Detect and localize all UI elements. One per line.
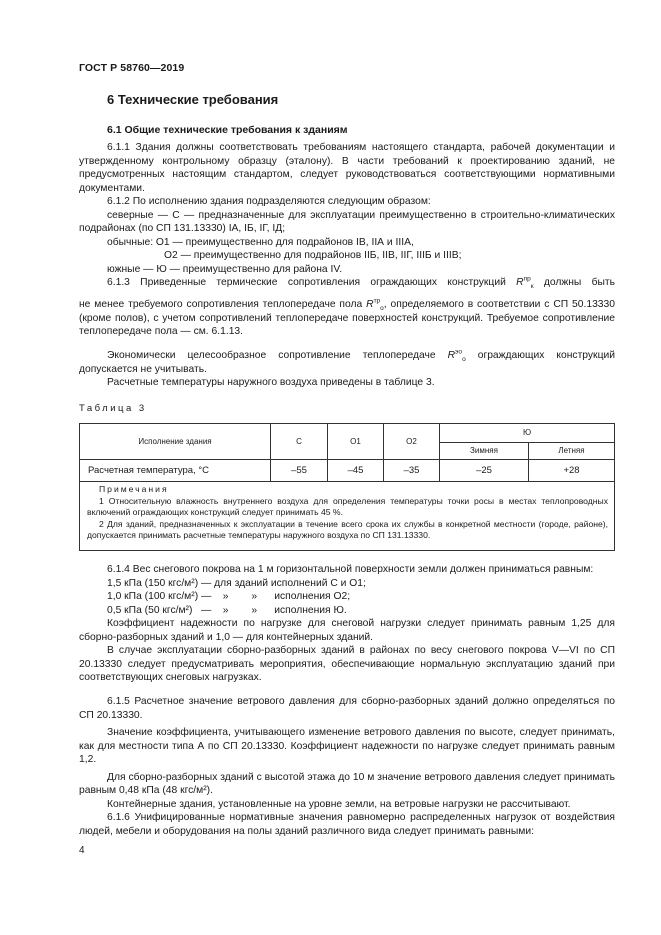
paragraph-6-1-6: 6.1.6 Унифицированные нормативные значения равномерно распределенных нагрузок от воздействия людей, мебели и оборудования на полы зданий различного вида следует принимать равными: [79, 812, 615, 837]
table-notes [79, 481, 615, 551]
symbol-r: R [516, 277, 524, 288]
paragraph-6-1-4-intro: 6.1.4 Вес снегового покрова на 1 м горизонтальной поверхности земли должен приниматься равным: [107, 564, 594, 575]
symbol-sub: к [530, 283, 534, 291]
paragraph-6-1-5-a: 6.1.5 Расчетное значение ветрового давления для сборно-разборных зданий должно определяться по СП 20.13330. [79, 696, 615, 721]
text-econ-b: ограждающих конструкций допускается не учитывать. [79, 350, 615, 375]
table-cell: –45 [328, 460, 384, 482]
page-number: 4 [79, 845, 85, 856]
table-head-execution: Исполнение здания [80, 424, 271, 460]
symbol-sup: пр [523, 275, 531, 283]
paragraph-temperatures: Расчетные температуры наружного воздуха приведены в таблице 3. [107, 377, 435, 388]
table-subhead: Летняя [529, 443, 615, 460]
symbol-sup: эо [455, 348, 463, 356]
table-cell: –55 [271, 460, 328, 482]
paragraph-6-1-2-intro: 6.1.2 По исполнению здания подразделяются следующим образом: [107, 196, 431, 207]
paragraph-snow-regions: В случае эксплуатации сборно-разборных зданий в районах по весу снегового покрова V—VI по СП 20.13330 следует предусматривать мероприятия, обеспечивающие нормальную эксплуатацию зданий при соответствующих снеговых нагрузках. [79, 645, 615, 683]
document-code: ГОСТ Р 58760—2019 [79, 62, 185, 74]
table-cell: –25 [440, 460, 529, 482]
paragraph-6-1-2 [79, 195, 615, 276]
paragraph-6-1-3-rest [79, 298, 615, 339]
notes-title: Примечания [99, 484, 169, 494]
temperature-table [79, 423, 615, 482]
paragraph-6-1-1: 6.1.1 Здания должны соответствовать требованиям настоящего стандарта, рабочей документации и утвержденному контрольному образцу (эталону). В части требований к проектированию зданий, не предусмотренных настоящим стандартом, следует руководствоваться соответствующими нормативными документами. [79, 142, 615, 194]
table-head-col: О1 [328, 424, 384, 460]
symbol-r: R [366, 299, 374, 310]
text-6-1-3-d: , определяемого в соответствии с СП 50.13330 (кроме полов), с учетом сопротивлений теплопередаче поверхностей конструкций. Требуемое сопротивление теплопередаче пола — см. 6.1.13. [79, 299, 615, 337]
table-subhead: Зимняя [440, 443, 529, 460]
note-2: 2 Для зданий, предназначенных к эксплуатации в течение всего срока их службы в конкретной местности (городе, районе), допускается принимать расчетные температуры наружного воздуха по СП 131.13330. [87, 518, 608, 540]
table-row-label: Расчетная температура, °С [80, 460, 271, 482]
paragraph-6-1-5-d: Контейнерные здания, установленные на уровне земли, на ветровые нагрузки не рассчитывают. [107, 798, 571, 810]
table-cell: –35 [384, 460, 440, 482]
symbol-sub: о [380, 305, 384, 313]
paragraph-snow-coefficient: Коэффициент надежности по нагрузке для снеговой нагрузки следует принимать равным 1,25 для сборно-разборных зданий и 1,0 — для контейнерных зданий. [79, 618, 615, 643]
table-caption: Таблица 3 [79, 403, 147, 414]
paragraph-6-1-3-line1 [79, 276, 615, 290]
paragraph-6-1-5 [79, 695, 615, 838]
snow-load-item: 1,5 кПа (150 кгс/м²) — для зданий исполнений С и О1; [107, 577, 366, 589]
paragraph-6-1-5-b: Значение коэффициента, учитывающего изменение ветрового давления по высоте, следует принимать, как для местности типа А по СП 20.13330. Коэффициент надежности по нагрузке следует принимать равным 1,2. [79, 727, 615, 765]
subsection-title: 6.1 Общие технические требования к зданиям [107, 124, 348, 136]
building-type-south: южные — Ю — преимущественно для района IV. [107, 263, 343, 275]
text-6-1-3-b: должны быть [543, 277, 615, 288]
snow-load-item: 0,5 кПа (50 кгс/м²) — » » исполнения Ю. [107, 604, 347, 616]
text-6-1-3-a: 6.1.3 Приведенные термические сопротивления ограждающих конструкций [107, 277, 506, 288]
building-type-o2: О2 — преимущественно для подрайонов IIБ, IIВ, IIГ, IIIБ и IIIВ; [164, 250, 462, 261]
section-title: 6 Технические требования [107, 92, 279, 107]
snow-load-item: 1,0 кПа (100 кгс/м²) — » » исполнения О2; [107, 591, 351, 602]
table-cell: +28 [529, 460, 615, 482]
table-head-col: С [271, 424, 328, 460]
table-head-group: Ю [440, 424, 615, 443]
note-1: 1 Относительную влажность внутреннего воздуха для определения температуры точки росы в местах теплопроводных включений ограждающих конструкций следует принимать 45 %. [87, 495, 608, 517]
paragraph-6-1-5-c: Для сборно-разборных зданий с высотой этажа до 10 м значение ветрового давления следует принимать равным 0,48 кПа (48 кгс/м²). [79, 771, 615, 796]
building-type-north: северные — С — предназначенные для эксплуатации преимущественно в строительно-климатических подрайонах (по СП 131.13330) IА, IБ, IГ, IД; [79, 209, 615, 234]
text-econ-a: Экономически целесообразное сопротивление теплопередаче [107, 350, 436, 361]
building-type-o1: обычные: О1 — преимущественно для подрайонов IВ, IIА и IIIА, [107, 236, 414, 248]
symbol-sup: тр [373, 297, 381, 305]
symbol-r: R [447, 350, 456, 361]
symbol-sub: о [462, 356, 466, 364]
table-head-col: О2 [384, 424, 440, 460]
text-6-1-3-c: не менее требуемого сопротивления теплопередаче пола [79, 299, 363, 310]
paragraph-6-1-4 [79, 563, 615, 685]
paragraph-economic [79, 349, 615, 376]
